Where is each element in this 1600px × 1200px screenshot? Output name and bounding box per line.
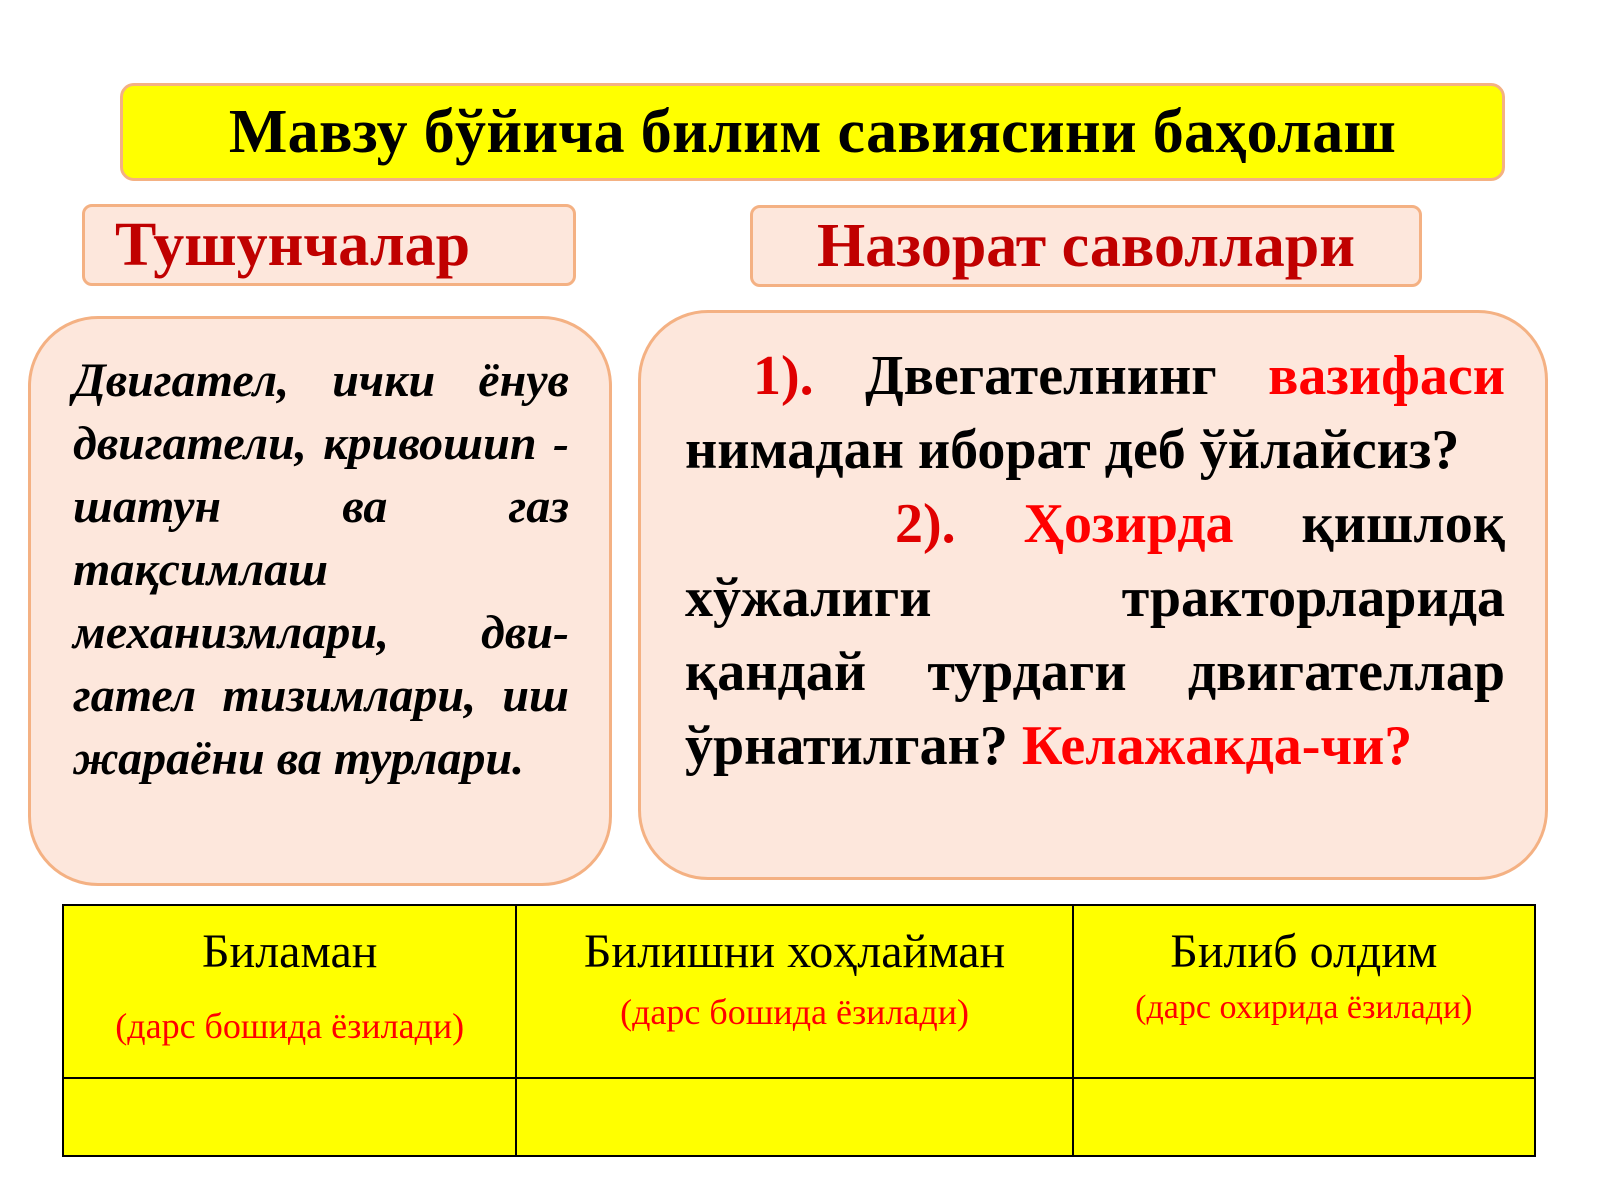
question-1: [685, 339, 1505, 487]
kwl-table: [62, 904, 1536, 1157]
title-banner: [120, 83, 1505, 181]
questions-panel: [638, 310, 1548, 880]
page-title: Мавзу бўйича билим савиясини баҳолаш: [228, 97, 1397, 166]
question-1-text-a: Двегателнинг: [865, 345, 1217, 407]
kwl-header-want: [516, 905, 1072, 1078]
kwl-header-row: [63, 905, 1535, 1078]
questions-label-box: [750, 205, 1422, 287]
question-1-highlight: вазифаси: [1268, 345, 1506, 407]
kwl-know-title: Биламан: [201, 925, 378, 978]
questions-label: Назорат саволлари: [817, 211, 1355, 280]
question-1-text-b: нимадан иборат деб ўйлайсиз?: [685, 419, 1460, 481]
question-2-highlight: Ҳозирда: [1023, 493, 1234, 555]
question-1-number: 1).: [753, 345, 814, 407]
kwl-want-note: (дарс бошида ёзилади): [620, 992, 969, 1032]
question-2: [685, 487, 1505, 783]
kwl-learned-note: (дарс охирида ёзилади): [1135, 989, 1473, 1026]
kwl-learned-cell[interactable]: [1073, 1078, 1535, 1156]
kwl-header-know: [63, 905, 516, 1078]
concepts-panel: [28, 316, 612, 886]
concepts-label-box: [82, 204, 576, 286]
kwl-know-cell[interactable]: [63, 1078, 516, 1156]
kwl-learned-title: Билиб олдим: [1170, 925, 1438, 978]
question-2-highlight-end: Келажакда-чи?: [1021, 715, 1413, 777]
kwl-want-title: Билишни хоҳлайман: [583, 925, 1006, 978]
question-2-number: 2).: [895, 493, 956, 555]
kwl-know-note: (дарс бошида ёзилади): [115, 1006, 465, 1046]
kwl-header-learned: [1073, 905, 1535, 1078]
concepts-label: Тушунчалар: [115, 210, 471, 279]
kwl-want-cell[interactable]: [516, 1078, 1072, 1156]
kwl-entry-row: [63, 1078, 1535, 1156]
question-2-text: қишлоқ хўжалиги тракторларида қандай турдаги двигателлар ўрнатилган?: [685, 493, 1506, 777]
concepts-text: Двигател, ички ёнув двигатели, кривошип - шатун ва газ тақсимлаш механизмлари, дви-гател тизимлари, иш жараёни ва турлари.: [73, 354, 569, 785]
